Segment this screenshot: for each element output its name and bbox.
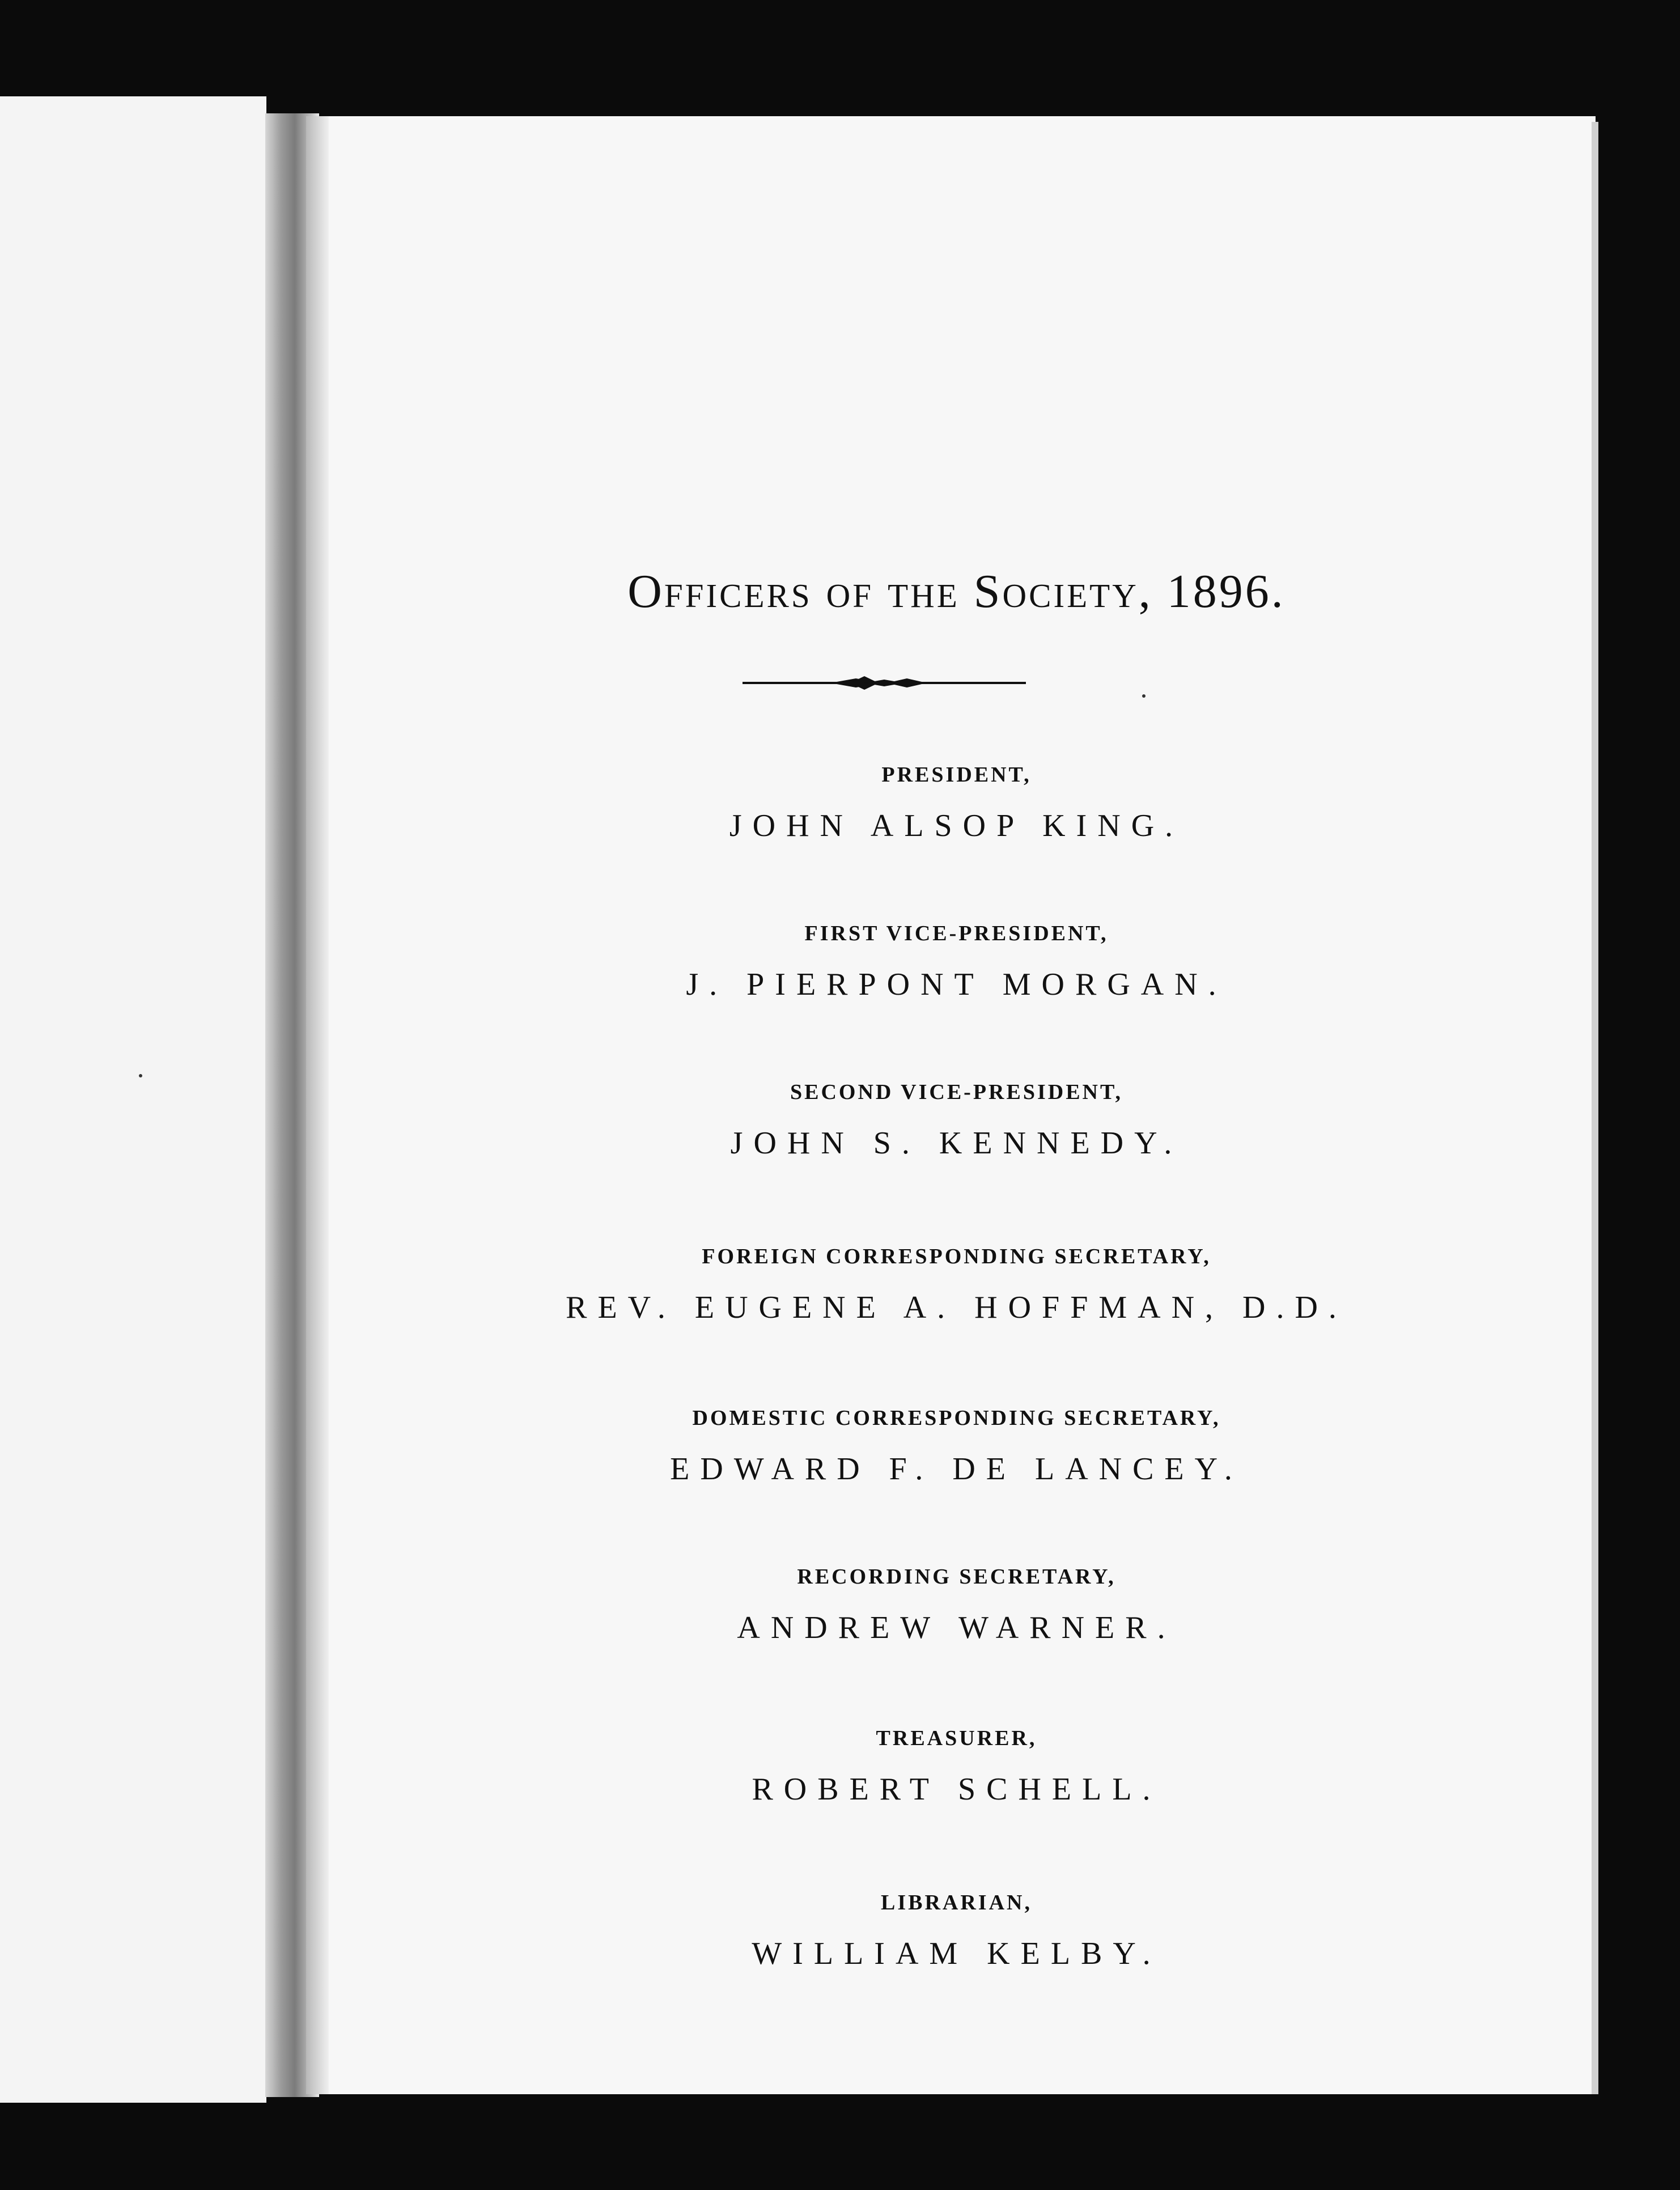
officer-role-domestic-corresponding-secretary: DOMESTIC CORRESPONDING SECRETARY,: [692, 1406, 1221, 1430]
officer-name-domestic-corresponding-secretary: EDWARD F. DE LANCEY.: [670, 1451, 1243, 1487]
officer-name-treasurer: ROBERT SCHELL.: [752, 1772, 1161, 1807]
officer-name-second-vice-president: JOHN S. KENNEDY.: [730, 1126, 1183, 1161]
officer-name-librarian: WILLIAM KELBY.: [752, 1936, 1161, 1971]
officer-name-foreign-corresponding-secretary: REV. EUGENE A. HOFFMAN, D.D.: [566, 1290, 1347, 1325]
officer-role-librarian: LIBRARIAN,: [881, 1891, 1032, 1915]
page-title: Officers of the Society, 1896.: [627, 565, 1286, 618]
left-blank-page: [0, 96, 266, 2103]
scan-speck: [139, 1074, 142, 1077]
officer-role-recording-secretary: RECORDING SECRETARY,: [797, 1565, 1116, 1589]
page-content: [317, 116, 1596, 2094]
officer-role-president: PRESIDENT,: [881, 763, 1032, 787]
officer-name-first-vice-president: J. PIERPONT MORGAN.: [686, 967, 1227, 1002]
officer-name-recording-secretary: ANDREW WARNER.: [737, 1610, 1176, 1645]
officer-name-president: JOHN ALSOP KING.: [729, 808, 1184, 843]
officer-role-treasurer: TREASURER,: [876, 1726, 1037, 1750]
scan-speck: [1142, 694, 1146, 698]
officer-role-first-vice-president: FIRST VICE-PRESIDENT,: [804, 922, 1109, 945]
ornamental-rule-icon: [743, 672, 1026, 694]
officer-role-foreign-corresponding-secretary: FOREIGN CORRESPONDING SECRETARY,: [702, 1245, 1211, 1268]
officer-role-second-vice-president: SECOND VICE-PRESIDENT,: [790, 1080, 1123, 1104]
